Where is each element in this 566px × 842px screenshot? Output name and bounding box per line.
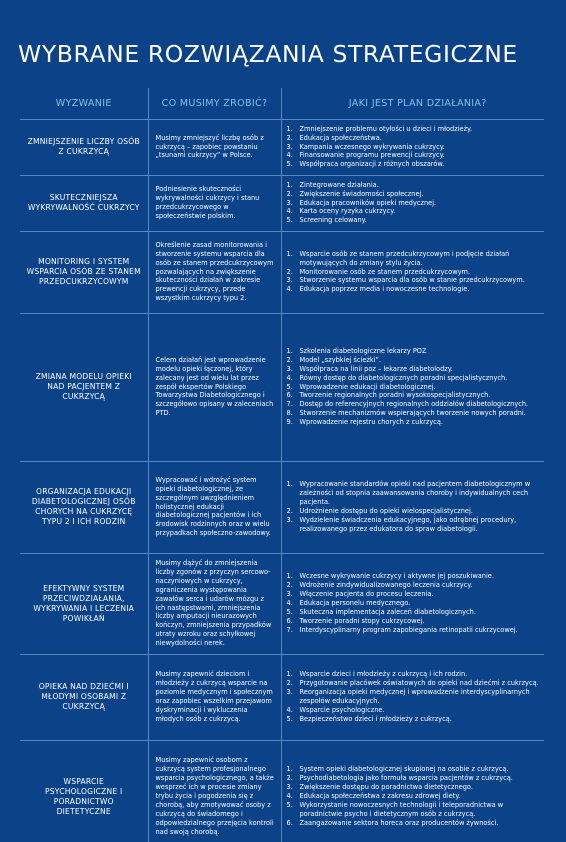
challenge-cell: MONITORING I SYSTEM WSPARCIA OSÓB ZE STANEM PRZEDCUKRZYCOWYM [20,231,148,313]
plan-cell [281,231,544,313]
plan-item [286,190,541,199]
plan-cell [281,175,544,231]
plan-item [286,599,541,608]
plan-item-number: 5. [286,607,293,616]
plan-list [286,670,541,723]
plan-item [286,160,541,169]
page-title: WYBRANE ROZWIĄZANIA STRATEGICZNE [18,40,518,68]
plan-item-number: 2. [286,355,293,364]
plan-item [286,391,541,400]
plan-item [286,276,541,285]
plan-item-text: Zwiększenie świadomości społecznej. [299,189,424,198]
plan-item [286,125,541,134]
plan-item-number: 4. [286,151,293,160]
must-cell: Musimy zapewnić dzieciom i młodzieży z cukrzycą wsparcie na poziomie medycznym i społecznym oraz zapobiec wszelkim przejawom dyskryminacji i wykluczenia młodych osób z cukrzycą. [148,654,281,740]
plan-item-text: Monitorowanie osób ze stanem przedcukrzycowym. [299,267,471,276]
plan-item-number: 4. [286,373,293,382]
plan-item [286,199,541,208]
plan-item-text: Model „szybkiej ścieżki”. [299,355,382,364]
plan-item-number: 3. [286,590,293,599]
plan-item-text: Interdyscyplinarny program zapobiegania retinopatii cukrzycowej. [299,625,518,634]
plan-item-text: Finansowanie programu prewencji cukrzycy. [299,151,445,160]
plan-item-number: 1. [286,346,293,355]
plan-cell [281,461,544,553]
plan-item-text: Edukacja społeczeństwa z zakresu zdrowej diety. [299,792,461,801]
plan-item [286,626,541,635]
plan-item-number: 9. [286,418,293,427]
plan-item-number: 4. [286,792,293,801]
plan-item [286,143,541,152]
plan-item [286,151,541,160]
plan-item [286,418,541,427]
plan-item [286,207,541,216]
plan-item-text: Edukacja pracowników opieki medycznej. [299,198,437,207]
plan-item [286,608,541,617]
plan-item-text: Karta oceny ryzyka cukrzycy. [299,207,396,216]
plan-item [286,688,541,706]
plan-item-text: System opieki diabetologicznej skupionej na osobie z cukrzycą. [299,765,509,774]
plan-item-text: Wsparcie osób ze stanem przedcukrzycowym i podjęcie działań motywujących do zmiany stylu życia. [299,249,510,267]
plan-item-number: 7. [286,400,293,409]
plan-item-number: 1. [286,670,293,679]
table-body [20,119,544,842]
plan-item-number: 2. [286,507,293,515]
plan-item-text: Wydzielenie świadczenia edukacyjnego, jako odrębnej procedury, realizowanego przez edukatora do spraw diabetologii. [299,515,517,533]
plan-item-text: Wykorzystanie nowoczesnych technologii i teleporadnictwa w poradnictwie psycho i dietetycznym osób z cukrzycą. [299,800,504,818]
plan-item [286,801,541,819]
strategy-table [20,88,544,842]
plan-item-text: Włączenie pacjenta do procesu leczenia. [299,590,434,599]
plan-item [286,250,541,268]
plan-item-number: 6. [286,616,293,625]
plan-item-text: Szkolenia diabetologiczne lekarzy POZ [299,346,427,355]
table-row [20,231,544,313]
plan-cell [281,553,544,654]
plan-item-text: Wdrożenie zindywidualizowanego leczenia cukrzycy. [299,581,473,590]
plan-item-number: 2. [286,679,293,688]
table-header-row [20,88,544,119]
plan-item-number: 4. [286,207,293,216]
plan-item-text: Skuteczna implementacja zaleceń diabetologicznych. [299,607,476,616]
plan-item-text: Współpraca organizacji z różnych obszarów. [299,160,445,169]
plan-item-number: 5. [286,216,293,225]
plan-item-text: Kampania wczesnego wykrywania cukrzycy. [299,142,445,151]
plan-item-number: 3. [286,688,293,697]
plan-item-text: Wprowadzenie edukacji diabetologicznej. [299,382,436,391]
plan-list [286,181,541,226]
plan-item [286,590,541,599]
plan-item-text: Przygotowanie placówek oświatowych do opieki nad dziećmi z cukrzycą. [299,679,539,688]
plan-item-text: Wsparcie psychologiczne. [299,705,385,714]
plan-item-text: Psychodiabetologia jako formuła wsparcia pacjentów z cukrzycą. [299,774,513,783]
plan-item-text: Wczesne wykrywanie cukrzycy i aktywne jej poszukiwanie. [299,572,494,581]
plan-item-number: 8. [286,409,293,418]
plan-item [286,181,541,190]
table-row [20,119,544,175]
plan-item-text: Udrożnienie dostępu do opieki wielospecjalistycznej. [299,507,473,515]
plan-item-number: 3. [286,364,293,373]
plan-list [286,125,541,170]
plan-item-number: 3. [286,783,293,792]
challenge-cell: SKUTECZNIEJSZA WYKRYWALNOŚĆ CUKRZYCY [20,175,148,231]
plan-item-text: Równy dostęp do diabetologicznych poradni specjalistycznych. [299,373,508,382]
plan-item-text: Reorganizacja opieki medycznej i wprowadzenie interdyscyplinarnych zespołów edukacyjnych. [299,688,530,705]
table-row [20,740,544,842]
plan-list [286,765,541,827]
plan-item [286,285,541,294]
plan-item [286,480,541,507]
must-cell: Musimy zapewnić osobom z cukrzycą system profesjonalnego wsparcia psychologicznego, a także wesprzeć ich w procesie zmiany trybu życia i pogodzenia się z chorobą, aby zmotywować osoby z cukrzycą do świadomego i odpowiedzialnego przejęcia kontroli nad swoją chorobą. [148,740,281,842]
plan-item-number: 1. [286,765,293,774]
plan-item-text: Edukacja personelu medycznego. [299,599,411,608]
plan-item-text: Tworzenie regionalnych poradni wysokospecjalistycznych. [299,391,491,400]
plan-item [286,365,541,374]
plan-item-text: Wypracowanie standardów opieki nad pacjentem diabetologicznym w zależności od stopnia zaawansowania choroby i indywidualnych cech pacjenta. [299,480,531,507]
plan-item [286,715,541,724]
challenge-cell: WSPARCIE PSYCHOLOGICZNE I PORADNICTWO DIETETYCZNE [20,740,148,842]
challenge-cell: OPIEKA NAD DZIEĆMI I MŁODYMI OSOBAMI Z CUKRZYCĄ [20,654,148,740]
header-must: CO MUSIMY ZROBIĆ? [148,88,281,119]
plan-item [286,383,541,392]
plan-item-number: 5. [286,160,293,169]
challenge-cell: ZMIANA MODELU OPIEKI NAD PACJENTEM Z CUKRZYCĄ [20,313,148,461]
plan-item [286,581,541,590]
plan-item-number: 4. [286,285,293,294]
table-row [20,654,544,740]
plan-list [286,480,541,533]
plan-item-number: 2. [286,774,293,783]
plan-item-number: 2. [286,133,293,142]
plan-item-text: Zwiększenie dostępu do poradnictwa dietetycznego. [299,783,473,792]
header-plan: JAKI JEST PLAN DZIAŁANIA? [281,88,544,119]
plan-item [286,374,541,383]
plan-item-number: 1. [286,249,293,258]
plan-item-number: 2. [286,581,293,590]
table-row [20,175,544,231]
plan-item-number: 1. [286,480,293,489]
plan-list [286,347,541,427]
plan-item-text: Zaangażowanie sektora horeca oraz producentów żywności. [299,818,499,827]
plan-item-number: 1. [286,124,293,133]
must-cell: Celem działań jest wprowadzenie modelu opieki łączonej, który zalecany jest od wielu lat przez zespół ekspertów Polskiego Towarzystwa Diabetologicznego i szczegółowo opisany w zaleceniach PTD. [148,313,281,461]
plan-item-number: 6. [286,818,293,827]
plan-item-text: Wprowadzenie rejestru chorych z cukrzycą. [299,418,443,427]
plan-item-number: 3. [286,515,293,524]
plan-item-number: 2. [286,267,293,276]
plan-item-text: Screening celowany. [299,216,367,225]
plan-item [286,516,541,534]
table-row [20,553,544,654]
plan-item [286,356,541,365]
plan-item [286,774,541,783]
plan-cell [281,654,544,740]
plan-item [286,347,541,356]
must-cell: Określenie zasad monitorowania i stworzenie systemu wsparcia dla osób ze stanem przedcukrzycowym pozwalających na zwiększenie skuteczności działań w zakresie prewencji cukrzycy, przede wszystkim cukrzycy typu 2. [148,231,281,313]
plan-item [286,268,541,277]
header-challenge: WYZWANIE [20,88,148,119]
plan-item-text: Stworzenie systemu wsparcia dla osób w stanie przedcukrzycowym. [299,276,525,285]
plan-item-number: 5. [286,800,293,809]
plan-item [286,617,541,626]
must-cell: Musimy dążyć do zmniejszenia liczby zgonów z przyczyn sercowo-naczyniowych w cukrzycy, ograniczenia występowania zawałów serca i udarów mózgu z ich następstwami, zmniejszenia liczby amputacji nieurazowych kończyn, zmniejszenia przypadków utraty wzroku oraz schyłkowej niewydolności nerek. [148,553,281,654]
plan-item [286,706,541,715]
plan-item [286,819,541,828]
plan-item-number: 6. [286,391,293,400]
plan-cell [281,119,544,175]
must-cell: Wypracować i wdrożyć system opieki diabetologicznej, ze szczególnym uwzględnieniem holistycznej edukacji diabetologicznej pacjentów i ich środowisk rodzinnych oraz w wielu przypadkach społeczno-zawodowy. [148,461,281,553]
plan-cell [281,740,544,842]
plan-item-text: Wsparcie dzieci i młodzieży z cukrzycą i ich rodzin. [299,670,468,679]
plan-item [286,783,541,792]
challenge-cell: ZMNIEJSZENIE LICZBY OSÓB Z CUKRZYCĄ [20,119,148,175]
plan-item-number: 4. [286,599,293,608]
plan-item-text: Edukacja poprzez media i nowoczesne technologie. [299,285,470,294]
plan-item-number: 5. [286,382,293,391]
plan-item-text: Współpraca na linii poz – lekarze diabetolodzy. [299,364,453,373]
table-row [20,461,544,553]
plan-item-number: 7. [286,625,293,634]
plan-list [286,572,541,634]
plan-item [286,679,541,688]
plan-item-number: 2. [286,189,293,198]
plan-item-number: 3. [286,276,293,285]
plan-item-number: 5. [286,714,293,723]
plan-item [286,400,541,409]
plan-item-text: Tworzenie poradni stopy cukrzycowej. [299,616,425,625]
plan-item [286,670,541,679]
must-cell: Musimy zmniejszyć liczbę osób z cukrzycą – zapobiec powstaniu „tsunami cukrzycy” w Polsce. [148,119,281,175]
plan-item-number: 3. [286,142,293,151]
plan-cell [281,313,544,461]
plan-item-text: Zmniejszenie problemu otyłości u dzieci i młodzieży. [299,124,473,133]
plan-item [286,409,541,418]
plan-item [286,765,541,774]
plan-item-text: Edukacja społeczeństwa. [299,133,382,142]
challenge-cell: EFEKTYWNY SYSTEM PRZECIWDZIAŁANIA, WYKRYWANIA I LECZENIA POWIKŁAŃ [20,553,148,654]
plan-item [286,134,541,143]
plan-item-number: 1. [286,572,293,581]
must-cell: Podniesienie skuteczności wykrywalności cukrzycy i stanu przedcukrzycowego w społeczeństwie polskim. [148,175,281,231]
plan-item-text: Stworzenie mechanizmów wspierających tworzenie nowych poradni. [299,409,526,418]
plan-item [286,792,541,801]
plan-item [286,507,541,516]
plan-item [286,216,541,225]
challenge-cell: ORGANIZACJA EDUKACJI DIABETOLOGICZNEJ OSÓB CHORYCH NA CUKRZYCĘ TYPU 2 I ICH RODZIN [20,461,148,553]
plan-item-number: 1. [286,180,293,189]
plan-item-text: Bezpieczeństwo dzieci i młodzieży z cukrzycą. [299,714,452,723]
table-row [20,313,544,461]
plan-item-text: Zintegrowane działania. [299,180,379,189]
plan-item [286,572,541,581]
plan-item-number: 3. [286,198,293,207]
plan-item-text: Dostęp do referencyjnych regionalnych oddziałów diabetologicznych. [299,400,529,409]
plan-item-number: 4. [286,705,293,714]
plan-list [286,250,541,295]
